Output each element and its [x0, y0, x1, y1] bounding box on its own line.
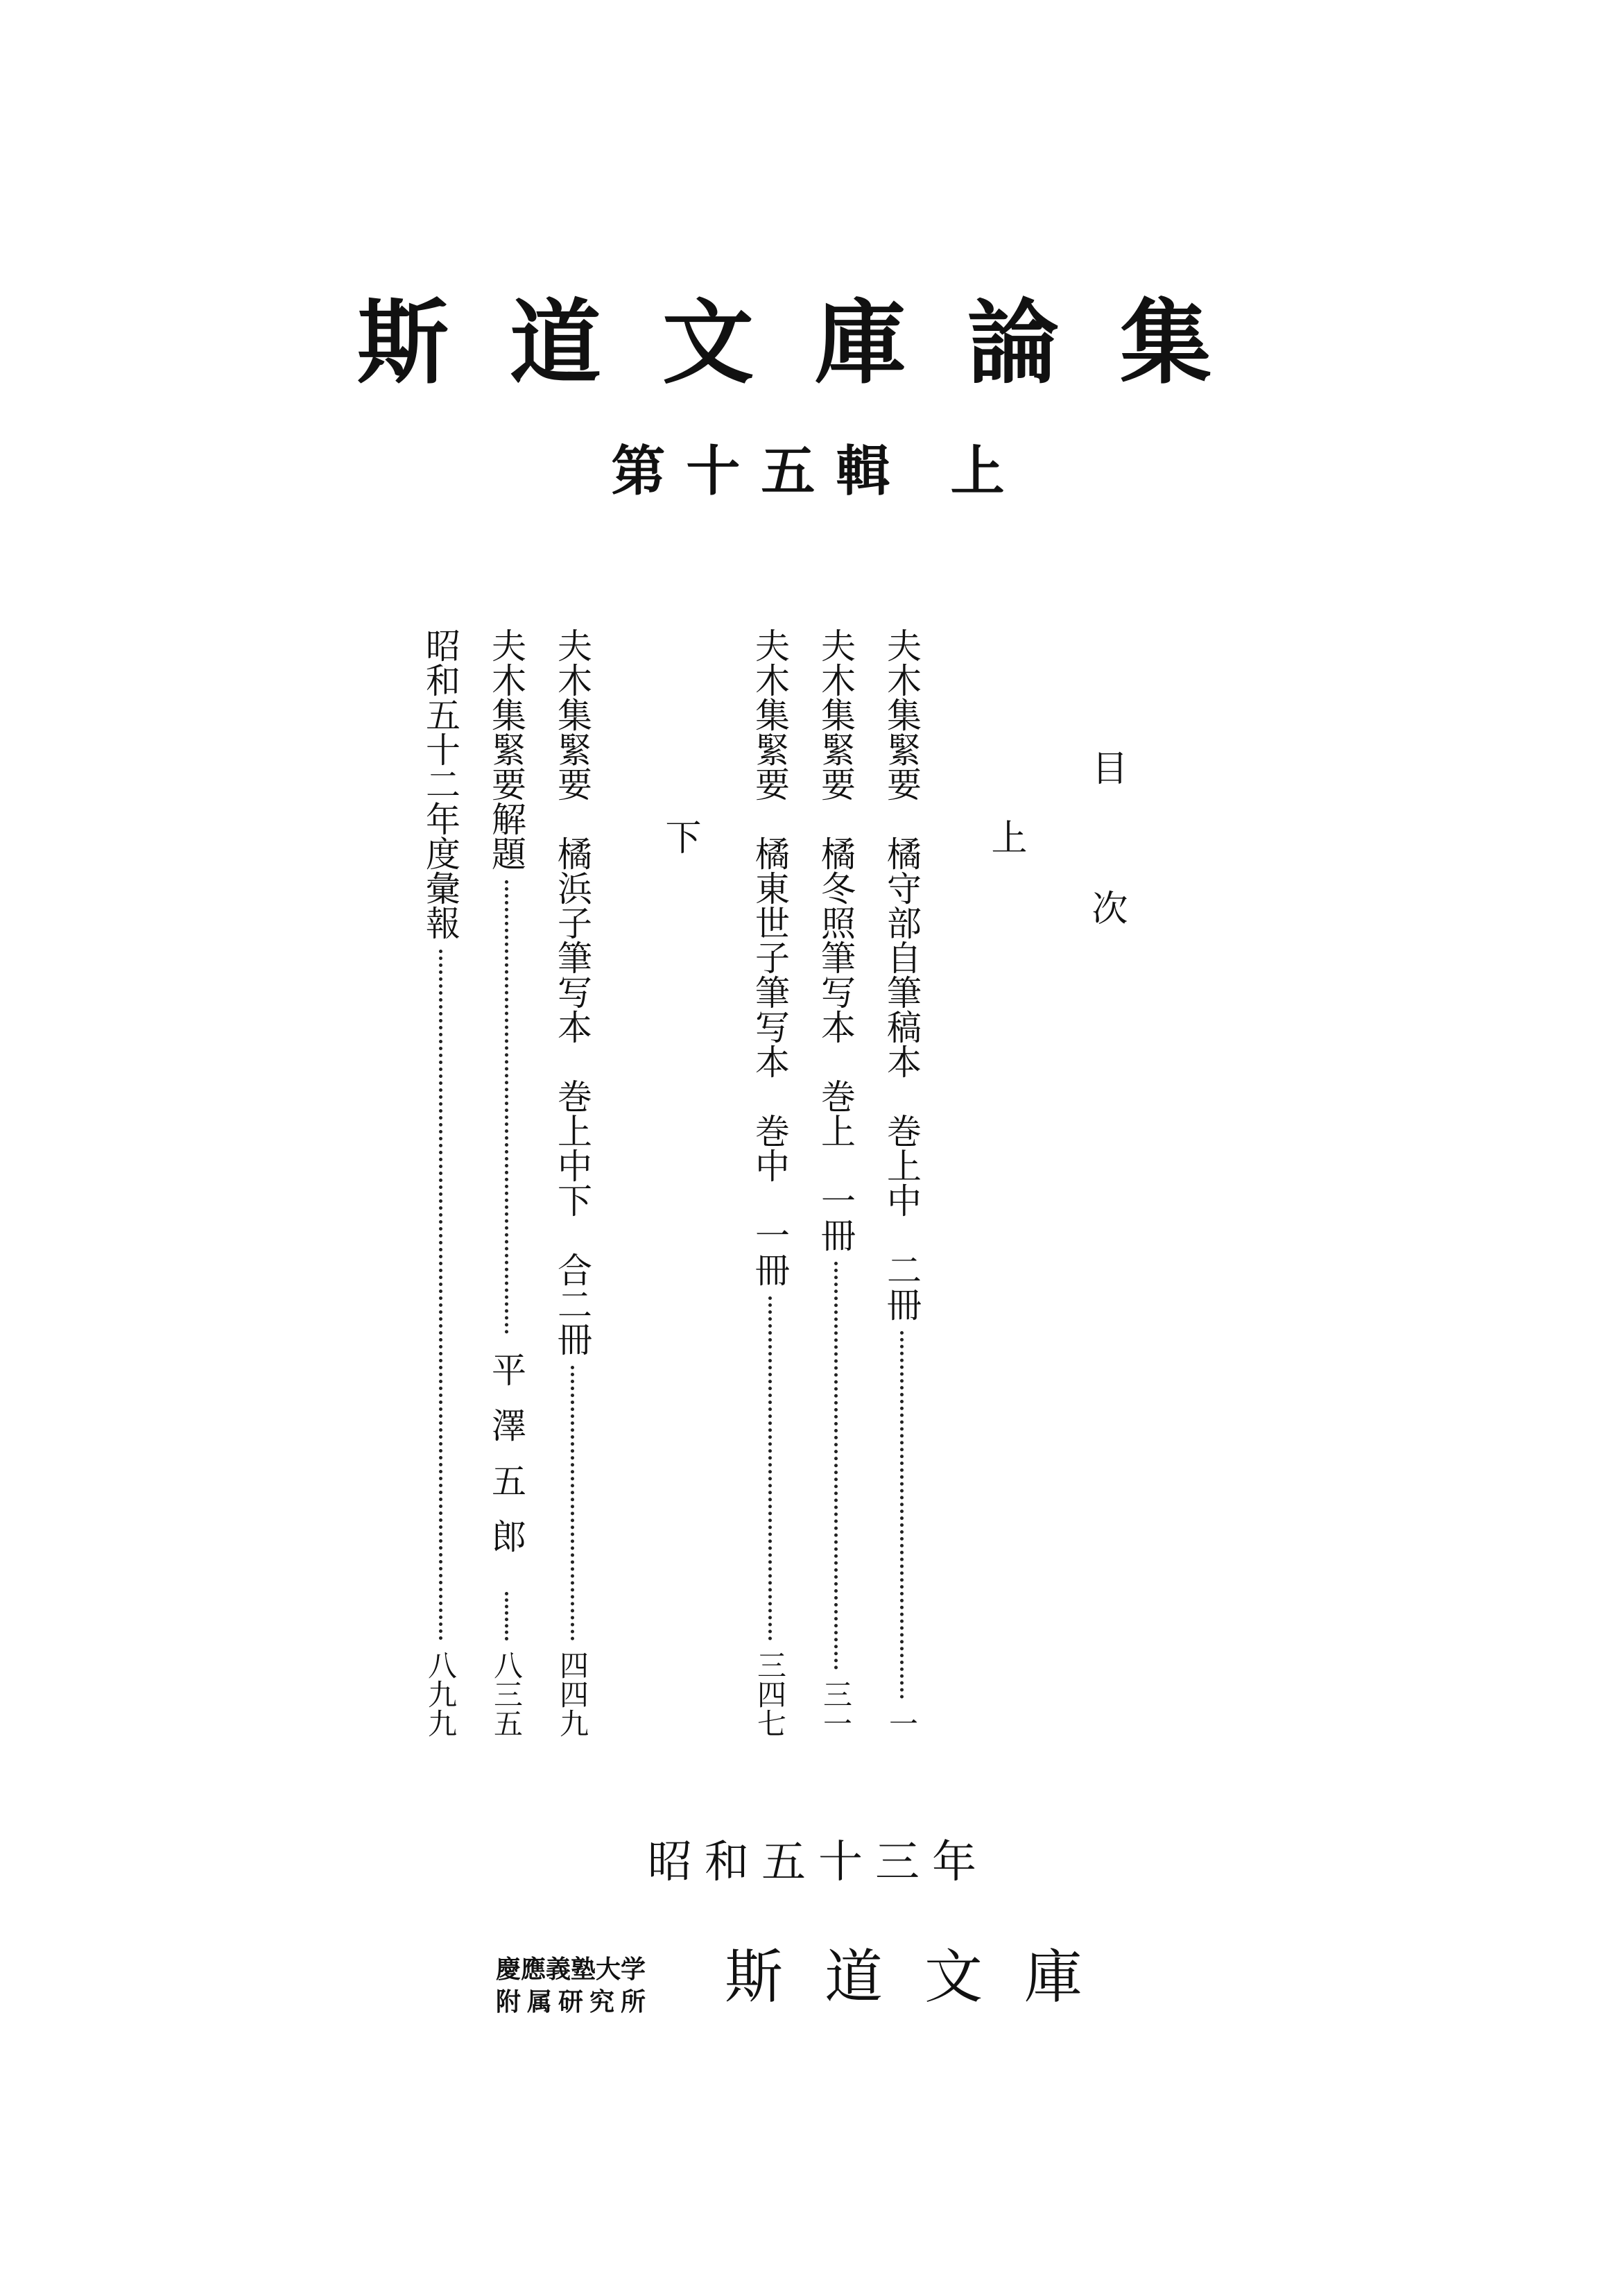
- toc-entry-title: 昭和五十二年度彙報: [420, 628, 460, 940]
- toc-entry-page: 三四七: [753, 1650, 787, 1738]
- toc-entry-title: 夫木集緊要 橘東世子筆写本 巻中 一冊: [750, 628, 790, 1287]
- publisher-affiliation-line1: 慶應義塾大学: [496, 1955, 646, 1984]
- section-lower: 下: [659, 819, 700, 855]
- toc-entry-page: 三一: [819, 1679, 853, 1738]
- toc-heading: 目次: [1085, 749, 1127, 1029]
- leader-dots: [505, 880, 508, 1334]
- toc-entry: [815, 628, 856, 1738]
- toc-entry-title: 夫木集緊要 橘浜子筆写本 巻上中下 合二冊: [552, 628, 592, 1356]
- publisher-name: 斯道文庫: [725, 1943, 1125, 2011]
- leader-dots: [834, 1262, 838, 1670]
- toc-entry-title: 夫木集緊要 橘守部自筆稿本 巻上中 二冊: [881, 628, 922, 1321]
- leader-dots: [571, 1366, 574, 1640]
- volume-subtitle: 第十五輯 上: [611, 440, 1026, 503]
- toc-entry-page: 八三五: [490, 1650, 524, 1738]
- leader-dots: [768, 1296, 772, 1640]
- toc-entry-title: 夫木集緊要解題: [486, 628, 526, 871]
- book-title: 斯道文庫論集: [357, 290, 1272, 397]
- toc-entry: [420, 628, 461, 1738]
- leader-dots: [439, 950, 442, 1640]
- leader-dots: [505, 1592, 508, 1640]
- toc-entry-title: 夫木集緊要 橘冬照筆写本 巻上 一冊: [816, 628, 856, 1252]
- toc-entry-page: 四四九: [555, 1650, 589, 1738]
- toc-entry-author: 平澤五郎: [486, 1352, 526, 1574]
- toc-entry-page: 一: [885, 1708, 919, 1738]
- section-upper: 上: [985, 819, 1026, 855]
- publication-year: 昭和五十三年: [648, 1837, 989, 1888]
- toc-entry: [485, 628, 527, 1738]
- toc-entry-page: 八九九: [424, 1650, 458, 1738]
- toc-entry: [881, 628, 922, 1738]
- toc-entry: [749, 628, 791, 1738]
- toc-entry: [551, 628, 593, 1738]
- publisher-affiliation-line2: 附属研究所: [496, 1988, 653, 2016]
- leader-dots: [900, 1331, 904, 1699]
